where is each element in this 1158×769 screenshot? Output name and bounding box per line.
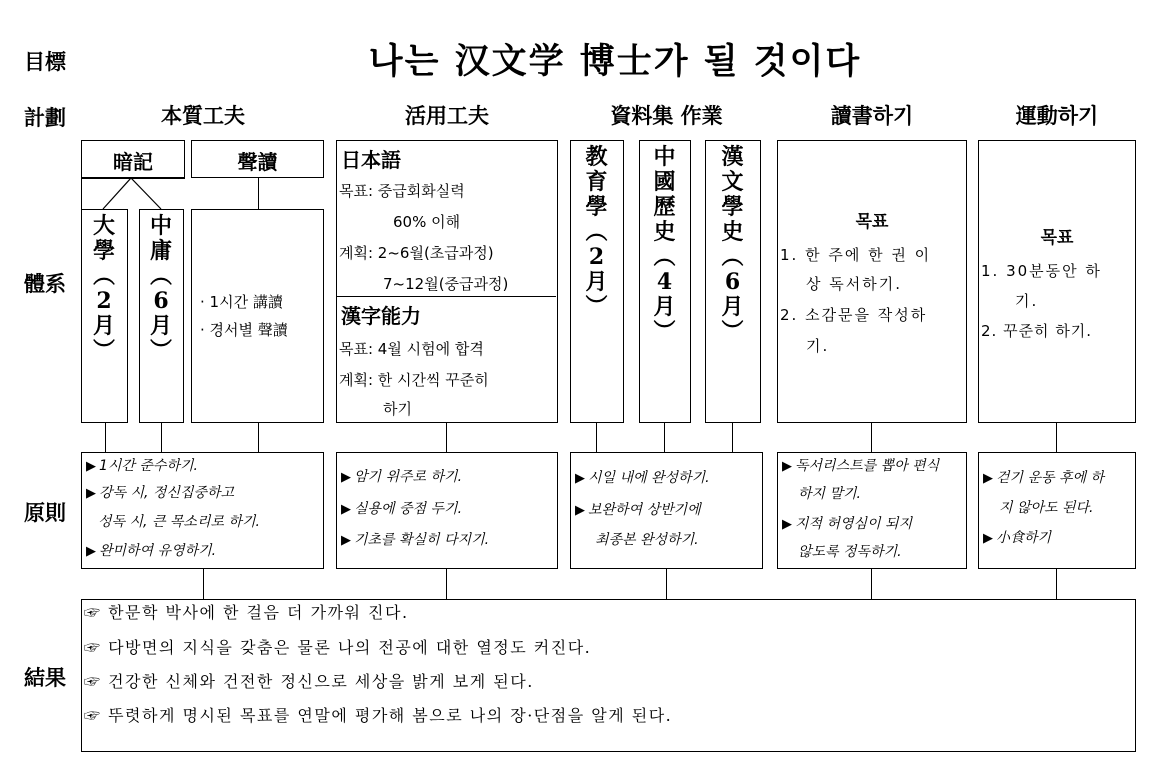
triangle-bullet-icon: ▶ [983,531,993,546]
triangle-bullet-icon: ▶ [575,503,585,518]
reading-line: 1. 한 주에 한 권 이 [780,246,932,264]
principle-box-4 [777,452,967,569]
zhongyong-box [139,209,184,423]
exercise-line: 1. 30분동안 하 [981,262,1102,280]
triangle-bullet-icon: ▶ [86,544,96,559]
triangle-bullet-icon: ▶ [341,533,351,548]
recite-item: · 1시간 講讀 [200,293,283,311]
exercise-line: 기. [1015,292,1039,310]
principle-box-3 [570,452,763,569]
principle-line: 완미하여 유영하기. [99,543,217,559]
header-reading: 讀書하기 [830,103,914,128]
connector [664,423,665,452]
principle-line: 성독 시, 큰 목소리로 하기. [98,514,260,530]
principle-line: 않도록 정독하기. [798,544,902,560]
triangle-bullet-icon: ▶ [341,470,351,485]
principle-line: 실용에 중점 두기. [354,501,463,517]
hanja-title: 漢字能力 [341,304,421,328]
connector [871,569,872,599]
connector [1056,423,1057,452]
japanese-line: 목표: 중급회화실력 [339,182,465,200]
recite-detail-box [191,209,324,423]
daxue-box [81,209,128,423]
principle-line: 걷기 운동 후에 하 [996,470,1105,486]
page-title: 나는 汉文学 博士가 될 것이다 [368,41,862,82]
tree-branch [81,178,191,210]
label-system: 體系 [24,271,66,296]
connector [161,423,162,452]
memorize-box [81,140,185,178]
reading-line: 기. [806,337,830,355]
connector [666,569,667,599]
principle-line: 지적 허영심이 되지 [795,516,913,532]
result-line: ☞ 다방면의 지식을 갖춤은 물론 나의 전공에 대한 열정도 커진다. [84,638,592,657]
principle-line: 1시간 준수하기. [99,458,198,474]
triangle-bullet-icon: ▶ [575,471,585,486]
reading-line: 상 독서하기. [806,275,902,293]
divider [337,296,556,297]
triangle-bullet-icon: ▶ [86,486,96,501]
connector [258,423,259,452]
china-history-label: 中 國 歷 史 ︵ 4 月 ︶ [653,144,676,345]
connector [1056,569,1057,599]
daxue-label: 大 學 ︵ 2 月 ︶ [92,213,115,364]
principle-line: 小食하기 [996,530,1052,546]
principle-line: 시일 내에 완성하기. [588,470,710,486]
principle-line: 지 않아도 된다. [999,500,1094,516]
principle-line: 암기 위주로 하기. [354,469,463,485]
principle-line: 강독 시, 정신집중하고 [99,485,235,501]
japanese-line: 60% 이해 [393,213,461,231]
result-line: ☞ 건강한 신체와 건전한 정신으로 세상을 밝게 보게 된다. [84,672,534,691]
reading-goal-title: 목표 [855,212,889,232]
label-goal: 目標 [24,49,66,74]
triangle-bullet-icon: ▶ [782,517,792,532]
principle-box-5 [978,452,1136,569]
connector [871,423,872,452]
header-core-study: 本質工夫 [161,103,245,128]
connector [446,423,447,452]
hanmun-history-box [705,140,761,423]
memorize-label: 暗記 [113,150,153,174]
reading-box [777,140,967,423]
principle-box-1 [81,452,324,569]
header-applied-study: 活用工夫 [405,103,489,128]
hanja-line: 계획: 한 시간씩 꾸준히 [339,371,489,389]
principle-line: 하지 말기. [798,486,861,502]
exercise-line: 2. 꾸준히 하기. [981,322,1093,340]
label-principle: 原則 [24,500,66,525]
hanja-line: 하기 [383,400,412,418]
label-result: 結果 [24,665,66,690]
connector [732,423,733,452]
japanese-line: 계획: 2~6월(초급과정) [339,244,494,262]
triangle-bullet-icon: ▶ [341,502,351,517]
recite-box [191,140,324,178]
header-materials: 資料集 作業 [610,103,723,128]
triangle-bullet-icon: ▶ [782,459,792,474]
connector [105,423,106,452]
triangle-bullet-icon: ▶ [86,459,96,474]
result-line: ☞ 한문학 박사에 한 걸음 더 가까워 진다. [84,603,409,622]
zhongyong-label: 中 庸 ︵ 6 月 ︶ [149,213,172,364]
exercise-goal-title: 목표 [1040,228,1074,248]
japanese-title: 日本語 [341,148,401,172]
pedagogy-label: 教 育 學 ︵ 2 月 ︶ [585,144,608,320]
applied-study-box [336,140,558,423]
principle-line: 보완하여 상반기에 [588,502,701,518]
china-history-box [639,140,691,423]
connector [258,178,259,209]
hanja-line: 목표: 4월 시험에 합격 [339,340,484,358]
triangle-bullet-icon: ▶ [983,471,993,486]
recite-label: 聲讀 [237,150,278,174]
connector [446,569,447,599]
result-box [81,599,1136,752]
principle-line: 독서리스트를 뽑아 편식 [795,458,940,474]
result-line: ☞ 뚜렷하게 명시된 목표를 연말에 평가해 봄으로 나의 장·단점을 알게 된다. [84,706,673,725]
recite-item: · 경서별 聲讀 [200,321,288,339]
connector [596,423,597,452]
hanmun-history-label: 漢 文 學 史 ︵ 6 月 ︶ [721,144,744,345]
principle-line: 최종본 완성하기. [595,532,699,548]
principle-box-2 [336,452,558,569]
japanese-line: 7~12월(중급과정) [383,275,509,293]
exercise-box [978,140,1136,423]
principle-line: 기초를 확실히 다지기. [354,532,490,548]
label-plan: 計劃 [24,105,66,130]
pedagogy-box [570,140,624,423]
header-exercise: 運動하기 [1015,103,1099,128]
reading-line: 2. 소감문을 작성하 [780,306,928,324]
